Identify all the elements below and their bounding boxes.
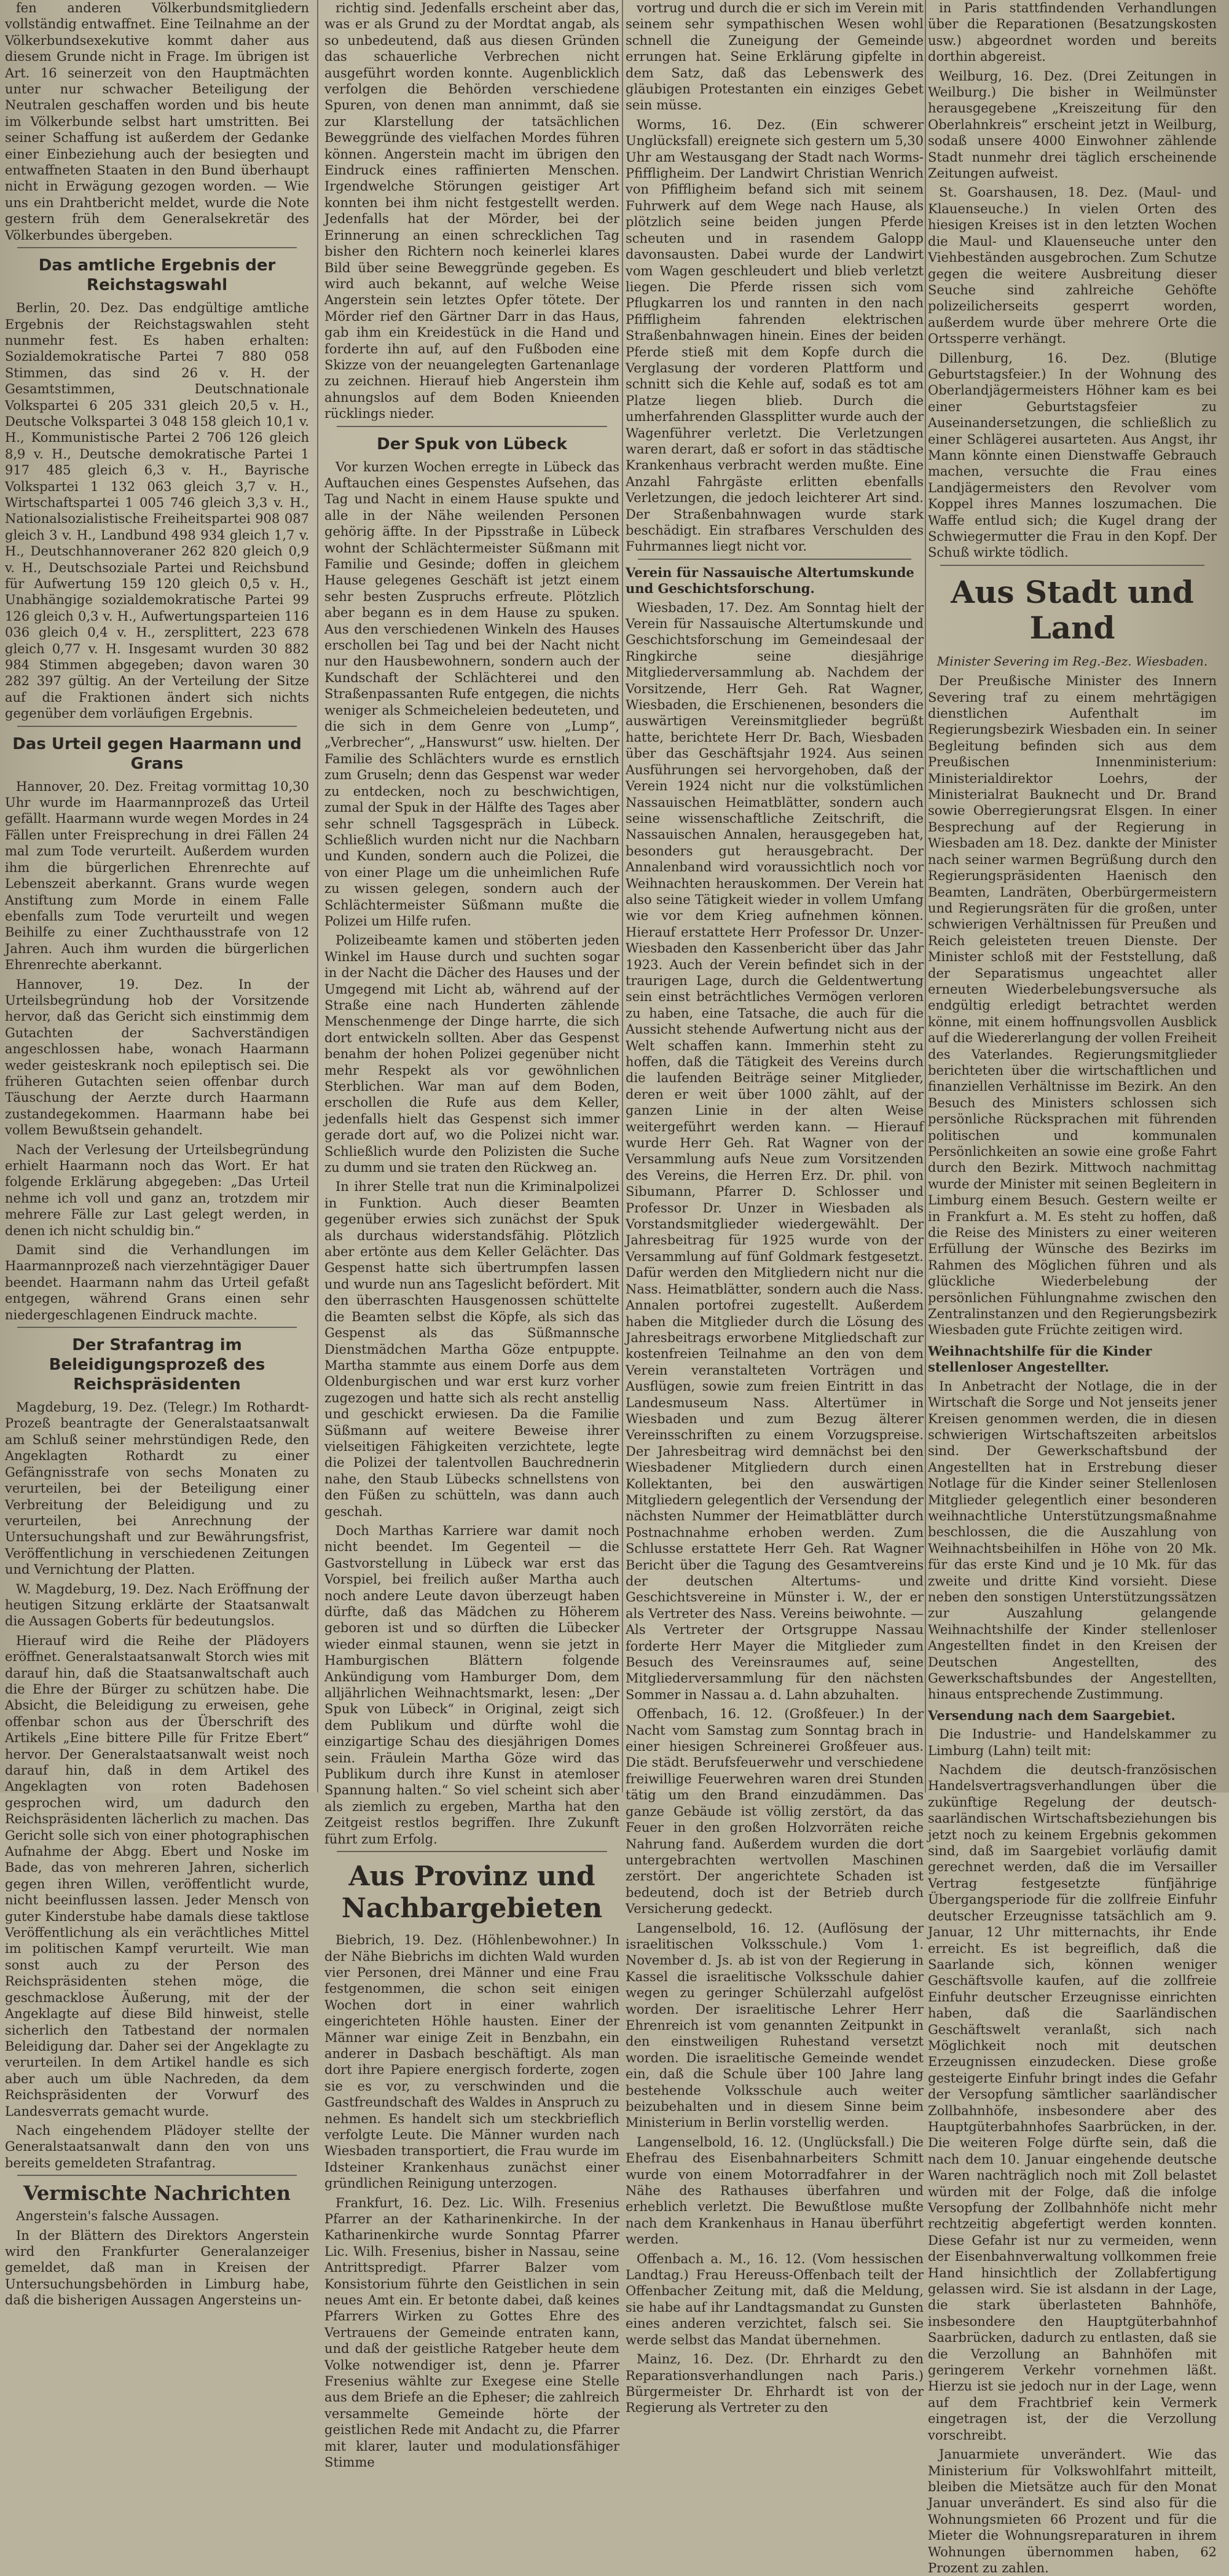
separator <box>17 2175 297 2176</box>
separator <box>17 1327 297 1328</box>
article-text: Offenbach a. M., 16. 12. (Vom hessischen Landtag.) Frau Hereuss-Offenbach teilt der Offenbacher Zeitung mit, daß die Meldung, sie habe auf ihr Landtagsmandat zu Gunsten eines anderen verzichtet, falsch sei. Sie werde selbst das Mandat übernehmen. <box>626 2251 924 2347</box>
section-headline-stadt-land: Aus Stadt und Land <box>951 573 1194 646</box>
headline-altertumskunde: Verein für Nassauische Altertumskunde und Geschichtsforschung. <box>626 564 914 597</box>
headline-strafantrag: Der Strafantrag im Beleidigungsprozeß des Reichspräsidenten <box>49 1336 265 1394</box>
article-text: Nach der Verlesung der Urteilsbegründung erhielt Haarmann noch das Wort. Er hat folgende Erklärung abgegeben: „Das Urteil nehme ich voll und ganz an, trotzdem mir mehrere Fälle zur Last gelegt werden, in denen ich nicht schuldig bin.“ <box>5 1142 309 1238</box>
article-text: Dillenburg, 16. Dez. (Blutige Geburtstagsfeier.) In der Wohnung des Oberlandjägermeisters Höhner kam es bei einer Geburtstagsfeier zu Auseinandersetzungen, die schließlich zu einer Schlägerei ausarteten. Aus Angst, ihr Mann könnte einen Dienstwaffe Gebrauch machen, versuchte die Frau eines Landjägermeisters den Revolver vom Koppel ihres Mannes loszumachen. Die Waffe entlud sich; die Kugel drang der Schwiegermutter die Frau in den Kopf. Der Schuß wirkte tödlich. <box>928 350 1217 560</box>
headline-weihnachtshilfe: Weihnachtshilfe für die Kinder stellenloser Angestellter. <box>928 1343 1152 1375</box>
column-3 <box>626 0 924 2416</box>
separator <box>17 726 297 727</box>
article-text: Magdeburg, 19. Dez. (Telegr.) Im Rothardt-Prozeß beantragte der Generalstaatsanwalt am Schluß seiner mehrstündigen Rede, den Angeklagten Rothardt zu einer Gefängnisstrafe von sechs Monaten zu verurteilen, bei der Beteiligung einer Verbreitung der Beleidigung und zu verurteilen, bei Anrechnung der Untersuchungshaft und zur Bewährungsfrist, Veröffentlichung in verschiedenen Zeitungen und Vernichtung der Platten. <box>5 1400 309 1577</box>
article-text: vortrug und durch die er sich im Verein mit seinem sehr sympathischen Wesen wohl schnell die Zuneigung der Gemeinde errungen hat. Seine Erklärung gipfelte in dem Satz, daß das Lebenswerk des gläubigen Protestanten ein einziges Gebet sein müsse. <box>626 1 924 113</box>
article-text: Damit sind die Verhandlungen im Haarmannprozeß nach vierzehntägiger Dauer beendet. Haarmann nahm das Urteil gefaßt entgegen, während Grans einen sehr niedergeschlagenen Eindruck machte. <box>5 1243 309 1322</box>
article-text: Langenselbold, 16. 12. (Auflösung der israelitischen Volksschule.) Vom 1. November d. Js. ab ist von der Regierung in Kassel die israelitische Volksschule dahier wegen zu geringer Schülerzahl aufgelöst worden. Der israelitische Lehrer Herr Ehrenreich ist vom genannten Zeitpunkt in den einstweiligen Ruhestand versetzt worden. Die israelitische Gemeinde wendet ein, daß die Schule über 100 Jahre lang bestehende Volksschule auch weiter beizubehalten und in diesem Sinne beim Ministerium in Berlin vorstellig werden. <box>626 1920 924 2130</box>
article-text: Der Preußische Minister des Innern Severing traf zu einem mehrtägigen dienstlichen Aufenthalt im Regierungsbezirk Wiesbaden ein. In seiner Begleitung befinden sich aus dem Preußischen Innenministerium: Ministerialdirektor Loehrs, der Ministerialrat Bauknecht und Dr. Brand sowie Oberregierungsrat Elsgen. In einer Besprechung auf der Regierung in Wiesbaden am 18. Dez. dankte der Minister nach seiner warmen Begrüßung durch den Regierungspräsidenten Haenisch den Beamten, Landräten, Oberbürgermeistern und Regierungsräten für die großen, unter schwierigen Verhältnissen für Preußen und Reich geleisteten treuen Dienste. Der Minister schloß mit der Feststellung, daß der Separatismus ungeachtet aller erneuten Wiederbelebungsversuche als endgültig erledigt betrachtet werden könne, mit einem hoffnungsvollen Ausblick auf die Wiedererlangung der vollen Freiheit des Vaterlandes. Regierungsmitglieder berichteten über die wirtschaftlichen und finanziellen Verhältnisse im Bezirk. An den Besuch des Ministers schlossen sich persönliche Rücksprachen mit führenden politischen und kommunalen Persönlichkeiten an sowie eine große Fahrt durch den Bezirk. Mittwoch nachmittag wurde der Minister mit seinen Begleitern in Limburg einem Besuch. Gestern weilte er in Frankfurt a. M. Es steht zu hoffen, daß die Reise des Ministers zu einer weiteren Erfüllung der Wünsche des Bezirks im Rahmen des Möglichen führen und als glückliche Wiederbelebung der persönlichen Fühlungnahme zwischen den Zentralinstanzen und den Regierungsbezirk Wiesbaden gute Früchte zeitigen wird. <box>928 673 1217 1338</box>
article-text: richtig sind. Jedenfalls erscheint aber das, was er als Grund zu der Mordtat angab, als so unbedeutend, daß aus diesen Gründen das schauerliche Verbrechen nicht ausgeführt worden konnte. Augenblicklich verfolgen die Behörden verschiedene Spuren, von denen man annimmt, daß sie zur Klarstellung der tatsächlichen Beweggründe des vielfachen Mordes führen können. Angerstein macht im übrigen den Eindruck eines raffinierten Menschen. Irgendwelche Störungen geistiger Art konnten bei ihm nicht festgestellt werden. Jedenfalls hat der Mörder, bei der Erinnerung an einen schrecklichen Tag bisher den Richtern noch keinerlei klares Bild über seine Beweggründe gegeben. Es wird auch bekannt, auf welche Weise Angerstein sein letztes Opfer tötete. Der Mörder rief den Gärtner Darr in das Haus, gab ihm ein Kreidestück in die Hand und forderte ihn auf, auf den Fußboden eine Skizze von der neuangelegten Gartenanlage zu zeichnen. Hierauf hieb Angerstein ihm ahnungslos auf dem Boden Knieenden rücklings nieder. <box>324 1 619 422</box>
article-text: Weilburg, 16. Dez. (Drei Zeitungen in Weilburg.) Die bisher in Weilmünster herausgegebene „Kreiszeitung für den Oberlahnkreis“ erscheint jetzt in Weilburg, sodaß unsere 4000 Einwohner zählende Stadt nunmehr drei täglich erscheinende Zeitungen aufweist. <box>928 68 1217 181</box>
separator <box>638 559 911 560</box>
column-rule <box>317 0 318 1793</box>
headline-spuk: Der Spuk von Lübeck <box>377 434 567 454</box>
article-text: Nach eingehendem Plädoyer stellte der Generalstaatsanwalt dann den von uns bereits gemeldeten Strafantrag. <box>5 2122 309 2170</box>
article-text: In ihrer Stelle trat nun die Kriminalpolizei in Funktion. Auch dieser Beamten gegenüber erwies sich zunächst der Spuk als durchaus widerstandsfähig. Plötzlich aber ertönte aus dem Keller Gelächter. Das Gespenst hatte sich übertrumpfen lassen und wurde nun ans Tageslicht befördert. Mit den überraschten Hausgenossen schüttelte die Beamten selbst die Köpfe, als sich das Gespenst als das Süßmannsche Dienstmädchen Martha Göze entpuppte. Martha stammte aus einem Dorfe aus dem Oldenburgischen und war erst kurz vorher zugezogen und hatte sich als recht anstellig und geschickt erwiesen. Da die Familie Süßmann auf weitere Beweise ihrer vielseitigen Fähigkeiten verzichtete, legte die Polizei der talentvollen Bauchrednerin nahe, den Staub Lübecks schnellstens von den Füßen zu schütteln, was dann auch geschah. <box>324 1179 619 1519</box>
headline-vermischte: Vermischte Nachrichten <box>23 2181 291 2205</box>
headline-saargebiet: Versendung nach dem Saargebiet. <box>928 1707 1176 1723</box>
article-text: Nachdem die deutsch-französischen Handelsvertragsverhandlungen über die zukünftige Regelung der deutsch-saarländischen Wirtschaftsbeziehungen bis jetzt noch zu keinem Ergebnis gekommen sind, daß im Saargebiet vorläufig damit gerechnet werden, daß die im Versailler Vertrag festgesetzte fünfjährige Übergangsperiode für die zollfreie Einfuhr deutscher Erzeugnisse tatsächlich am 9. Januar, 12 Uhr mitternachts, ihr Ende erreicht. Es ist begreiflich, daß die Saarlande sich, können weniger Geschäftsvolle kaufen, auf die zollfreie Einfuhr deutscher Erzeugnisse einrichten haben, daß die Saarländischen Geschäftswelt veranlaßt, sich nach Möglichkeit noch mit deutschen Erzeugnissen einzudecken. Diese große gesteigerte Einfuhr bringt indes die Gefahr der Versopfung sämtlicher saarländischer Zollbahnhöfe, insbesondere aber des Hauptgüterbahnhofes Saarbrücken, in der. Die weiteren Folge dürfte sein, daß die nach dem 10. Januar eingehende deutsche Waren nachträglich noch mit Zoll belastet würden mit der Folge, daß die infolge Versopfung der Zollbahnhöfe nicht mehr rechtzeitig abgefertigt werden konnten. Diese Gefahr ist nur zu vermeiden, wenn der Eisenbahnverwaltung vollkommen freie Hand hinsichtlich der Zollabfertigung gelassen wird. Sie ist alsdann in der Lage, die stark überlasteten Bahnhöfe, insbesondere den Hauptgüterbahnhof Saarbrücken, dadurch zu entlasten, daß sie die Verzollung an Bahnhöfen mit geringerem Verkehr vornehmen läßt. Hierzu ist sie jedoch nur in der Lage, wenn auf dem Frachtbrief kein Vermerk eingetragen ist, der die Verzollung vorschreibt. <box>928 1762 1217 2443</box>
column-rule <box>622 0 623 1793</box>
article-text: Biebrich, 19. Dez. (Höhlenbewohner.) In der Nähe Biebrichs im dichten Wald wurden vier Personen, drei Männer und eine Frau festgenommen, die schon seit einigen Wochen dort in einer wahrlich eingerichteten Höhle hausten. Einer der Männer war einige Zeit in Benzbahn, ein anderer in Dasbach beschäftigt. Als man dort ihre Papiere energisch forderte, zogen sie es vor, zu verschwinden und die Gastfreundschaft des Waldes in Anspruch zu nehmen. Es handelt sich um steckbrieflich verfolgte Leute. Die Männer wurden nach Wiesbaden transportiert, die Frau wurde im Idsteiner Krankenhaus zunächst einer gründlichen Reinigung unterzogen. <box>324 1933 619 2191</box>
article-subheading: Angerstein's falsche Aussagen. <box>16 2209 219 2224</box>
article-text: Worms, 16. Dez. (Ein schwerer Unglücksfall) ereignete sich gestern um 5,30 Uhr am Westausgang der Stadt nach Worms-Pfiffligheim. Der Landwirt Christian Wenrich von Pfiffligheim befand sich mit seinem Fuhrwerk auf dem Wege nach Hause, als plötzlich seine beiden jungen Pferde scheuten und in rasendem Galopp davonsausten. Dabei wurde der Landwirt vom Wagen geschleudert und blieb verletzt liegen. Die Pferde rissen sich vom Pflugkarren los und rannten in den nach Pfiffligheim fahrenden elektrischen Straßenbahnwagen hinein. Eines der beiden Pferde stieß mit dem Kopfe durch die Verglasung der vorderen Plattform und schnitt sich die Kehle auf, sodaß es tot am Platze liegen blieb. Durch die umherfahrenden Glassplitter wurde auch der Wagenführer verletzt. Die Verletzungen waren derart, daß er sofort in das städtische Krankenhaus verbracht werden mußte. Eine Anzahl Fahrgäste erlitten ebenfalls Verletzungen, die jedoch leichterer Art sind. Der Straßenbahnwagen wurde stark beschädigt. Ein strafbares Verschulden des Fuhrmannes liegt nicht vor. <box>626 117 924 554</box>
column-2 <box>324 0 619 2470</box>
article-subheading: Minister Severing im Reg.-Bez. Wiesbaden. <box>936 653 1208 669</box>
article-text: Doch Marthas Karriere war damit noch nicht beendet. Im Gegenteil — die Gastvorstellung in Lübeck war erst das Vorspiel, bei freilich außer Martha auch noch andere Leute davon überzeugt haben dürfte, daß das Mädchen zu Höherem geboren ist und so dürften die Lübecker wieder einmal staunen, wenn sie jetzt in Hamburgischen Blättern folgende Ankündigung vom Hamburger Dom, dem alljährlichen Weihnachtsmarkt, lesen: „Der Spuk von Lübeck“ in Original, zeigt sich dem Publikum und dürfte wohl die einzigartige Schau des diesjährigen Domes sein. Fräulein Martha Göze wird das Publikum durch ihre Kunst in atemloser Spannung halten.“ So viel scheint sich aber als ziemlich zu ergeben, Martha hat den Zeitgeist restlos begriffen. Ihre Zukunft führt zum Erfolg. <box>324 1523 619 1847</box>
article-text: Wiesbaden, 17. Dez. Am Sonntag hielt der Verein für Nassauische Altertumskunde und Geschichtsforschung im Gemeindesaal der Ringkirche seine diesjährige Mitgliederversammlung ab. Nachdem der Vorsitzende, Herr Geh. Rat Wagner, Wiesbaden, die Erschienenen, besonders die auswärtigen Vereinsmitglieder begrüßt hatte, berichtete Herr Dr. Bach, Wiesbaden über das Geschäftsjahr 1924. Aus seinen Ausführungen sei hervorgehoben, daß der Verein 1924 nicht nur die volkstümlichen Nassauischen Heimatblätter, sondern auch seine wissenschaftliche Zeitschrift, die Nassauischen Annalen, herausgegeben hat, besonders gut herausgebracht. Der Annalenband wird voraussichtlich noch vor Weihnachten herauskommen. Der Verein hat also seine Tätigkeit wieder in vollem Umfang wie vor dem Krieg aufnehmen können. Hierauf erstattete Herr Professor Dr. Unzer-Wiesbaden den Kassenbericht über das Jahr 1923. Auch der Verein befindet sich in der traurigen Lage, durch die Geldentwertung sein einst beträchtliches Vermögen verloren zu haben, eine Tatsache, die auch für die Aussicht stehende Aufwertung nicht aus der Welt schaffen kann. Immerhin steht zu hoffen, daß die Tätigkeit des Vereins durch die laufenden Beiträge seiner Mitglieder, deren er weit über 1000 zählt, auf der ganzen Linie in der alten Weise weitergeführt werden kann. — Hierauf wurde Herr Geh. Rat Wagner von der Versammlung aufs Neue zum Vorsitzenden des Vereins, die Herren Erz. Dr. phil. von Sibumann, Pfarrer D. Schlosser und Professor Dr. Unzer in Wiesbaden als Vorstandsmitglieder wiedergewählt. Der Jahresbeitrag für 1925 wurde von der Versammlung auf fünf Goldmark festgesetzt. Dafür werden den Mitgliedern nicht nur die Nass. Heimatblätter, sondern auch die Nass. Annalen portofrei zugestellt. Außerdem haben die Mitglieder durch die Lösung des Jahresbeitrags erworbene Mitgliedschaft zur kostenfreien Teilnahme an den von dem Verein veranstalteten Vorträgen und Ausflügen, sowie zum freien Eintritt in das Landesmuseum Nass. Altertümer in Wiesbaden und zum Bezug älterer Vereinsschriften zu einem Vorzugspreise. Der Jahresbeitrag wird demnächst bei den Wiesbadener Mitgliedern durch einen Kollektanten, bei den auswärtigen Mitgliedern gelegentlich der Versendung der nächsten Nummer der Heimatblätter durch Postnachnahme erhoben werden. Zum Schlusse erstattete Herr Geh. Rat Wagner Bericht über die Tagung des Gesamtvereins der deutschen Altertums- und Geschichtsvereine in Münster i. W., der er als Vertreter des Nass. Vereins beiwohnte. — Als Vertreter der Ortsgruppe Nassau forderte Herr Mayer die Mitglieder zum Besuch des Vereinsraumes auf, seine Mitgliederversammlung für den nächsten Sommer in Nassau a. d. Lahn abzuhalten. <box>626 600 924 1702</box>
article-text: St. Goarshausen, 18. Dez. (Maul- und Klauenseuche.) In vielen Orten des hiesigen Kreises ist in den letzten Wochen die Maul- und Klauenseuche unter den Viehbeständen ausgebrochen. Zum Schutze gegen die weitere Ausbreitung dieser Seuche sind zahlreiche Gehöfte polizeilicherseits gesperrt worden, außerdem wurde über mehrere Orte die Ortssperre verhängt. <box>928 185 1217 347</box>
article-text: Hannover, 19. Dez. In der Urteilsbegründung hob der Vorsitzende hervor, daß das Gericht sich einstimmig dem Gutachten der Sachverständigen angeschlossen habe, wonach Haarmann weder geisteskrank noch epileptisch sei. Die früheren Gutachten seien offenbar durch Täuschung der Aerzte durch Haarmann zustandegekommen. Haarmann habe bei vollem Bewußtsein gehandelt. <box>5 976 309 1138</box>
article-text: Langenselbold, 16. 12. (Unglücksfall.) Die Ehefrau des Eisenbahnarbeiters Schmitt wurde von einem Motorradfahrer in der Nähe des Rathauses überfahren und erheblich verletzt. Die Bewußtlose mußte nach dem Krankenhaus in Hanau überführt werden. <box>626 2134 924 2247</box>
article-text: Die Industrie- und Handelskammer zu Limburg (Lahn) teilt mit: <box>928 1727 1217 1758</box>
headline-reichstagswahl: Das amtliche Ergebnis der Reichstagswahl <box>38 256 276 295</box>
article-text: In Anbetracht der Notlage, die in der Wirtschaft die Sorge und Not jenseits jener Kreisen genommen werden, die in diesen schwierigen Wirtschaftszeiten arbeitslos sind. Der Gewerkschaftsbund der Angestellten hat in Erstrebung dieser Notlage für die Kinder seiner Stellenlosen Mitglieder gelegentlich einer besonderen weihnachtliche Unterstützungsmaßnahme beschlossen, die die Auszahlung von Weihnachtsbeihilfen in Höhe von 20 Mk. für das erste Kind und je 10 Mk. für das zweite und dritte Kind vorsieht. Diese neben den sonstigen Unterstützungssätzen zur Auszahlung gelangende Weihnachtshilfe der Kinder stellenloser Angestellten findet in den Kreisen der Deutschen Angestellten, des Gewerkschaftsbundes der Angestellten, hinaus entsprechende Zustimmung. <box>928 1378 1217 1702</box>
article-text: Vor kurzen Wochen erregte in Lübeck das Auftauchen eines Gespenstes Aufsehen, das Tag und Nacht in einem Hause spukte und alle in der Nähe weilenden Personen gehörig äffte. In der Pipsstraße in Lübeck wohnt der Schlächtermeister Süßmann mit Familie und Gesinde; doffen in gleichem Hause gelegenes Geschäft ist jetzt einem sehr besten Zuspruchs erfreute. Plötzlich aber begann es in dem Hause zu spuken. Aus den verschiedenen Winkeln des Hauses erschollen bei Tag und bei der Nacht nicht nur den Hausbewohnern, sondern auch der Kundschaft der Schlächterei und den Straßenpassanten Rufe entgegen, die nichts weniger als Schmeicheleien bedeuteten, und die sich in dem Genre von „Lump“, „Verbrecher“, „Hanswurst“ usw. hielten. Der Familie des Schlächters wurde es ernstlich zum Gruseln; denn das Gespenst war weder zu entdecken, noch zu beschwichtigen, zumal der Spuk in der Hälfte des Tages aber sehr schnell Tagsgespräch in Lübeck. Schließlich wurden nicht nur die Nachbarn und Kunden, sondern auch die Polizei, die von einer Plage um die unheimlichen Rufe zu wissen gelegen, sondern auch der Schlächtermeister Süßmann mußte die Polizei um Hilfe rufen. <box>324 459 619 929</box>
column-rule <box>925 0 926 1793</box>
separator <box>940 565 1204 566</box>
article-text: In der Blättern des Direktors Angerstein wird den Frankfurter Generalanzeiger gemeldet, daß man in Kreisen der Untersuchungsbehörden in Limburg habe, daß die bisherigen Aussagen Angersteins un- <box>5 2228 309 2308</box>
section-headline-provinz: Aus Provinz und Nachbargebieten <box>341 1861 603 1925</box>
separator <box>17 247 297 248</box>
article-text: Berlin, 20. Dez. Das endgültige amtliche Ergebnis der Reichstagswahlen steht nunmehr fest. Es haben erhalten: Sozialdemokratische Partei 7 880 058 Stimmen, das sind 26 v. H. der Gesamtstimmen, Deutschnationale Volkspartei 6 205 331 gleich 20,5 v. H., Deutsche Volkspartei 3 048 158 gleich 10,1 v. H., Kommunistische Partei 2 706 126 gleich 8,9 v. H., Deutsche demokratische Partei 1 917 485 gleich 6,3 v. H., Bayrische Volkspartei 1 132 063 gleich 3,7 v. H., Wirtschaftspartei 1 005 746 gleich 3,3 v. H., Nationalsozialistische Freiheitspartei 908 087 gleich 3 v. H., Landbund 498 934 gleich 1,7 v. H., Deutschhannoveraner 262 820 gleich 0,9 v. H., Deutschsoziale Partei und Reichsbund für Aufwertung 159 120 gleich 0,5 v. H., Unabhängige sozialdemokratische Partei 99 126 gleich 0,3 v. H., Aufwertungsparteien 116 036 gleich 0,4 v. H., zersplittert, 223 678 gleich 0,77 v. H. Insgesamt wurden 30 882 984 Stimmen abgegeben; davon waren 30 282 397 gültig. An der Verteilung der Sitze auf die Fraktionen ändert sich nichts gegenüber dem vorläufigen Ergebnis. <box>5 300 309 721</box>
article-text: Polizeibeamte kamen und stöberten jeden Winkel im Hause durch und suchten sogar in der Nacht die Dächer des Hauses und der Umgegend mit Licht ab, während auf der Straße eine nach Hunderten zählende Menschenmenge der Dinge harrte, die sich dort entwickeln sollten. Aber das Gespenst benahm der hohen Polizei gegenüber nicht mehr Respekt als vor gewöhnlichen Sterblichen. War man auf dem Boden, erschollen die Rufe aus dem Keller, jedenfalls hielt das Gespenst sich immer gerade dort auf, wo die Polizei nicht war. Schließlich wurde den Polizisten die Suche zu dumm und sie traten den Rückweg an. <box>324 933 619 1176</box>
article-text: Januarmiete unverändert. Wie das Ministerium für Volkswohlfahrt mitteilt, bleiben die Mietsätze auch für den Monat Januar unverändert. Es sind also für die Wohnungsmieten 66 Prozent und für die Mieter die Wohnungsreparaturen in ihrem Wohnungen übernommen haben, 62 Prozent zu zahlen. <box>928 2447 1217 2575</box>
column-4 <box>928 0 1217 2575</box>
article-text: Hannover, 20. Dez. Freitag vormittag 10,30 Uhr wurde im Haarmannprozeß das Urteil gefällt. Haarmann wurde wegen Mordes in 24 Fällen unter Freisprechung in drei Fällen 24 mal zum Tode verurteilt. Außerdem wurden ihm die bürgerlichen Ehrenrechte auf Lebenszeit aberkannt. Grans wurde wegen Anstiftung zum Morde in einem Falle ebenfalls zum Tode verurteilt und wegen Beihilfe zu einer Zuchthausstrafe von 12 Jahren. Auch ihm wurden die bürgerlichen Ehrenrechte aberkannt. <box>5 779 309 973</box>
article-text: in Paris stattfindenden Verhandlungen über die Reparationen (Besatzungskosten usw.) abgeordnet worden und bereits dorthin abgereist. <box>928 1 1217 65</box>
article-text: Offenbach, 16. 12. (Großfeuer.) In der Nacht vom Samstag zum Sonntag brach in einer hiesigen Schreinerei Großfeuer aus. Die städt. Berufsfeuerwehr und verschiedene freiwillige Feuerwehren waren drei Stunden tätig um den Brand einzudämmen. Das ganze Gebäude ist völlig zerstört, da das Feuer in den großen Holzvorräten reiche Nahrung fand. Außerdem wurden die dort untergebrachten wertvollen Maschinen zerstört. Der angerichtete Schaden ist bedeutend, doch ist der Betrieb durch Versicherung gedeckt. <box>626 1706 924 1917</box>
article-text: W. Magdeburg, 19. Dez. Nach Eröffnung der heutigen Sitzung erklärte der Staatsanwalt die Aussagen Goberts für bedeutungslos. <box>5 1581 309 1629</box>
article-text: fen anderen Völkerbundsmitgliedern vollständig entwaffnet. Eine Teilnahme an der Völkerbundsexekutive kommt daher aus diesem Grunde nicht in Frage. Im übrigen ist Art. 16 seinerzeit von den Hauptmächten unter nur schwacher Beteiligung der Neutralen geschaffen worden und bis heute im Völkerbunde selbst hart umstritten. Bei seiner Schaffung ist außerdem der Gedanke einer Einbeziehung auch der besiegten und entwaffneten Staaten in den Bund überhaupt nicht in Erwägung gezogen worden. — Wie uns ein Drahtbericht meldet, wurde die Note gestern früh dem Generalsekretär des Völkerbundes übergeben. <box>5 1 309 243</box>
column-1 <box>5 0 309 2308</box>
separator <box>337 426 607 427</box>
article-text: Frankfurt, 16. Dez. Lic. Wilh. Fresenius Pfarrer an der Katharinenkirche. In der Katharinenkirche wurde Sonntag Pfarrer Lic. Wilh. Fresenius, bisher in Nassau, seine Antrittspredigt. Pfarrer Balzer vom Konsistorium führte den Geistlichen in sein neues Amt ein. Er betonte dabei, daß keines Pfarrers Wirken zu Gottes Ehre des Vertrauens der Gemeinde entraten kann, und daß der geistliche Ratgeber heute dem Volke notwendiger ist, denn je. Pfarrer Fresenius wählte zur Exegese eine Stelle aus dem Briefe an die Epheser; die zahlreich versammelte Gemeinde hörte der geistlichen Rede mit Andacht zu, die Pfarrer mit klarer, lauter und modulationsfähiger Stimme <box>324 2195 619 2470</box>
article-text: Hierauf wird die Reihe der Plädoyers eröffnet. Generalstaatsanwalt Storch wies mit darauf hin, daß die Staatsanwaltschaft auch die Ehre der Bürger zu schützen habe. Die Absicht, die Beleidigung zu erweisen, gehe offenbar schon aus der Überschrift des Artikels „Eine bittere Pille für Fritze Ebert“ hervor. Der Generalstaatsanwalt weist noch darauf hin, daß in dem Artikel des Angeklagten von roten Badehosen gesprochen wird, um dadurch den Reichspräsidenten lächerlich zu machen. Das Gericht solle sich von einer photographischen Aufnahme der Abgg. Ebert und Noske im Bade, das von mehreren Jahren, sicherlich gegen ihren Willen, veröffentlicht wurde, nicht beeinflussen lassen. Jeder Mensch von guter Kinderstube habe damals diese taktlose Veröffentlichung als ein verächtliches Mittel im politischen Kampf verurteilt. Wie man sonst auch zu der Person des Reichspräsidenten stehen möge, die geschmacklose Äußerung, mit der der Angeklagte auf diese Bild hinweist, stelle sicherlich den Tatbestand der normalen Beleidigung dar. Daher sei der Angeklagte zu verurteilen. In dem Artikel handle es sich aber auch um üble Nachreden, da dem Reichspräsidenten der Vorwurf des Landesverrats gemacht wurde. <box>5 1633 309 2119</box>
separator <box>337 1851 607 1852</box>
article-text: Mainz, 16. Dez. (Dr. Ehrhardt zu den Reparationsverhandlungen nach Paris.) Bürgermeister Dr. Ehrhardt ist von der Regierung als Vertreter zu den <box>626 2352 924 2416</box>
headline-haarmann: Das Urteil gegen Haarmann und Grans <box>12 734 302 773</box>
